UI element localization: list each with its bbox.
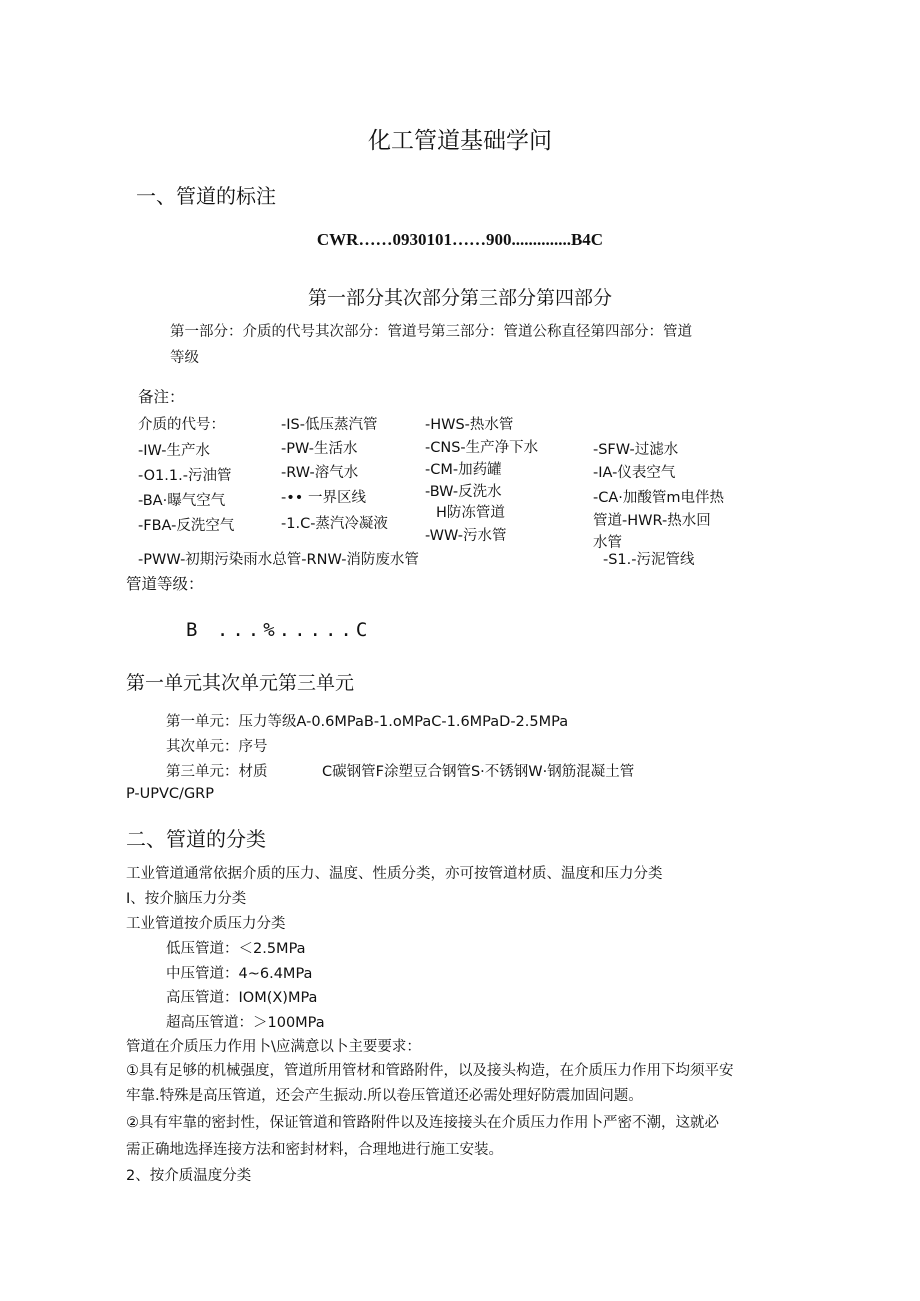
media-col3-item: -BW-反洗水 [425, 484, 502, 500]
media-col2-item: -PW-生活水 [281, 441, 358, 457]
item-2-heading: 2、按介质温度分类 [126, 1168, 252, 1184]
media-col3-item: -CNS-生产净下水 [425, 440, 539, 456]
requirement-2-line-1: ②具有牢靠的密封性，保证管道和管路附件以及连接接头在介质压力作用卜严密不潮，这就必 [126, 1115, 719, 1131]
section-heading-2: 二、管道的分类 [126, 827, 266, 851]
media-col1-item: -IW-生产水 [138, 443, 210, 459]
unit1-line: 第一单元：压力等级A-0.6MPaB-1.oMPaC-1.6MPaD-2.5MPa [166, 714, 569, 730]
classification-intro: 工业管道通常依据介质的压力、温度、性质分类，亦可按管道材质、温度和压力分类 [126, 866, 663, 882]
media-last-line-right: -S1.-污泥管线 [603, 552, 695, 568]
media-col2-item: -IS-低压蒸汽管 [281, 417, 378, 433]
grade-code: B ...%.....C [186, 619, 372, 641]
unit3-label: 第三单元：材质 [166, 764, 268, 780]
parts-description-line-2: 等级 [170, 350, 199, 366]
page-title: 化工管道基础学问 [368, 128, 552, 154]
media-col4-item: 管道-HWR-热水回 [593, 513, 711, 529]
pressure-class: 高压管道：IOM(X)MPa [166, 990, 318, 1006]
units-heading: 第一单元其次单元第三单元 [126, 672, 355, 694]
media-col4-item: -CA·加酸管m电伴热 [593, 490, 725, 506]
media-col1-item: -O1.1.-污油管 [138, 468, 232, 484]
media-col4-item: -IA-仪表空气 [593, 465, 676, 481]
requirement-2-line-2: 需正确地选择连接方法和密封材料，合理地进行施工安装。 [126, 1142, 503, 1158]
grade-label: 管道等级： [126, 575, 204, 593]
media-col1-item: -FBA-反洗空气 [138, 518, 235, 534]
media-last-line-left: -PWW-初期污染雨水总管-RNW-消防废水管 [138, 552, 419, 568]
section-heading-1: 一、管道的标注 [136, 184, 276, 208]
media-col2-item: -1.C-蒸汽冷凝液 [281, 516, 388, 532]
unit3-value: C碳钢管F涂塑豆合钢管S·不锈钢W·钢筋混凝土管 [322, 764, 635, 780]
note-label: 备注： [138, 388, 185, 406]
media-col1-item: -BA·曝气空气 [138, 493, 226, 509]
media-col2-item: -•• 一界区线 [281, 490, 366, 506]
media-col4-item: 水管 [593, 535, 622, 551]
pressure-class: 超高压管道：＞100MPa [166, 1015, 325, 1031]
requirement-1-line-2: 牢靠.特殊是高压管道，还会产生振动.所以卷压管道还必需处理好防震加固问题。 [126, 1088, 643, 1104]
parts-heading: 第一部分其次部分第三部分第四部分 [307, 287, 612, 309]
media-col2-item: -RW-溶气水 [281, 465, 359, 481]
parts-description-line-1: 第一部分：介质的代号其次部分：管道号第三部分：管道公称直径第四部分：管道 [170, 324, 692, 340]
media-col4-item: -SFW-过滤水 [593, 442, 679, 458]
requirements-intro: 管道在介质压力作用卜\应满意以卜主要要求： [126, 1039, 421, 1055]
media-col1-item: 介质的代号： [138, 417, 225, 433]
pressure-class: 低压管道：＜2.5MPa [166, 941, 306, 957]
media-col3-item: H防冻管道 [436, 505, 505, 521]
item-1-description: 工业管道按介质压力分类 [126, 916, 286, 932]
media-col3-item: -CM-加药罐 [425, 462, 502, 478]
item-1-heading: I、按介脑压力分类 [126, 891, 247, 907]
unit2-line: 其次单元：序号 [166, 739, 268, 755]
media-col3-item: -WW-污水管 [425, 528, 507, 544]
requirement-1-line-1: ①具有足够的机械强度，管道所用管材和管路附件，以及接头构造，在介质压力作用下均须平安 [126, 1063, 734, 1079]
pressure-class: 中压管道：4~6.4MPa [166, 966, 313, 982]
pipe-code-example: CWR……0930101……900..............B4C [316, 230, 604, 249]
unit3-continuation: P-UPVC/GRP [126, 786, 214, 802]
media-col3-item: -HWS-热水管 [425, 417, 514, 433]
